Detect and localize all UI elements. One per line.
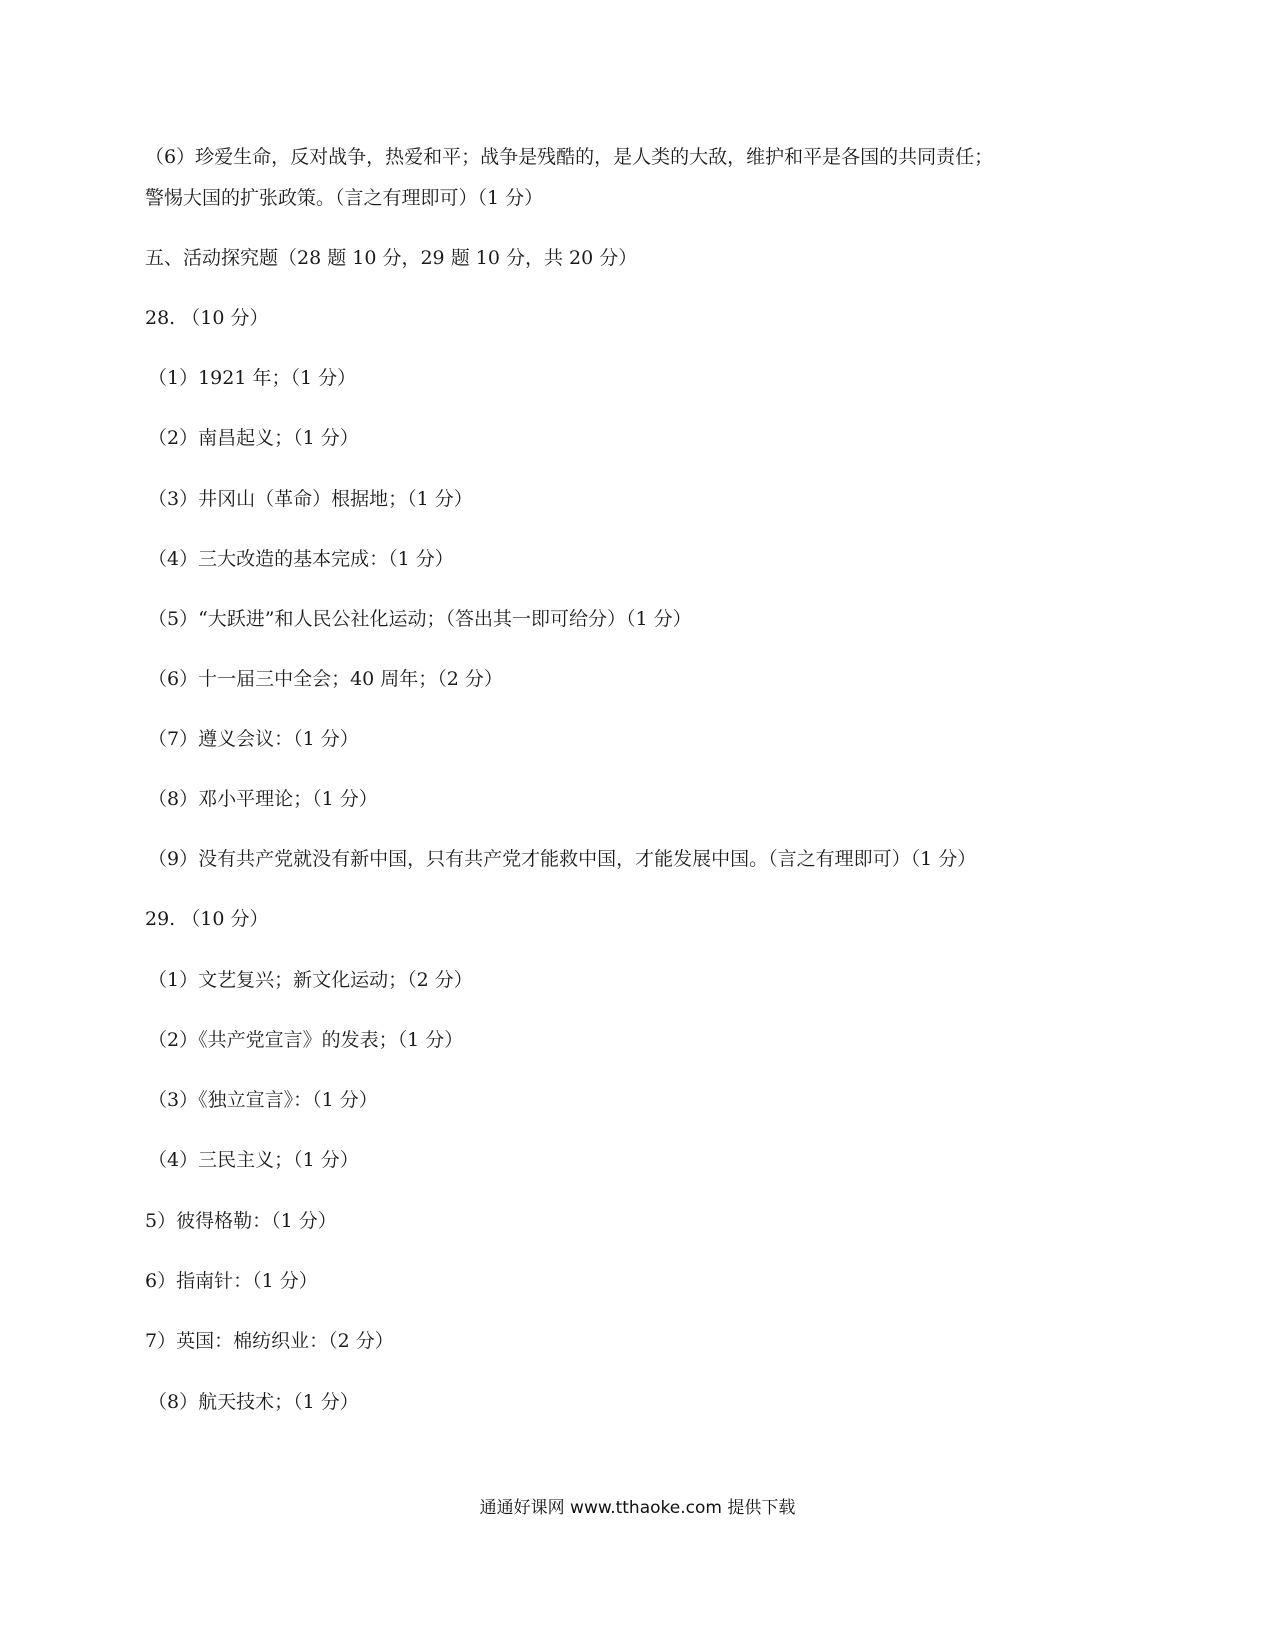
q28-answer-7: （7）遵义会议：（1 分） — [148, 728, 359, 750]
q28-answer-6: （6）十一届三中全会；40 周年；（2 分） — [148, 668, 503, 690]
q29-answer-6: 6）指南针：（1 分） — [145, 1270, 318, 1292]
answer-q27-6-line1: （6）珍爱生命，反对战争，热爱和平；战争是残酷的，是人类的大敌，维护和平是各国的共同责任； — [145, 146, 994, 168]
q29-answer-8: （8）航天技术；（1 分） — [148, 1391, 359, 1413]
q28-answer-5: （5）“大跃进”和人民公社化运动；（答出其一即可给分）（1 分） — [148, 608, 692, 630]
q29-answer-4: （4）三民主义；（1 分） — [148, 1149, 359, 1171]
q28-answer-3: （3）井冈山（革命）根据地；（1 分） — [148, 488, 473, 510]
q29-answer-1: （1）文艺复兴；新文化运动；（2 分） — [148, 969, 473, 991]
answer-q27-6-line2: 警惕大国的扩张政策。（言之有理即可）（1 分） — [145, 187, 544, 209]
q28-answer-4: （4）三大改造的基本完成：（1 分） — [148, 548, 454, 570]
q29-answer-3: （3）《独立宣言》：（1 分） — [148, 1089, 378, 1111]
section-title: 五、活动探究题（28 题 10 分，29 题 10 分，共 20 分） — [145, 247, 638, 269]
q28-answer-8: （8）邓小平理论；（1 分） — [148, 788, 378, 810]
q28-answer-1: （1）1921 年；（1 分） — [148, 367, 357, 389]
q29-answer-7: 7）英国：棉纺织业：（2 分） — [145, 1330, 394, 1352]
footer-download-notice: 通通好课网 www.tthaoke.com 提供下载 — [479, 1498, 796, 1518]
q28-answer-2: （2）南昌起义；（1 分） — [148, 427, 359, 449]
q29-answer-5: 5）彼得格勒：（1 分） — [145, 1210, 337, 1232]
question-29-header: 29. （10 分） — [145, 908, 269, 930]
question-28-header: 28. （10 分） — [145, 307, 269, 329]
q28-answer-9: （9）没有共产党就没有新中国，只有共产党才能救中国，才能发展中国。（言之有理即可）（1 分） — [148, 848, 977, 870]
q29-answer-2: （2）《共产党宣言》的发表；（1 分） — [148, 1029, 464, 1051]
